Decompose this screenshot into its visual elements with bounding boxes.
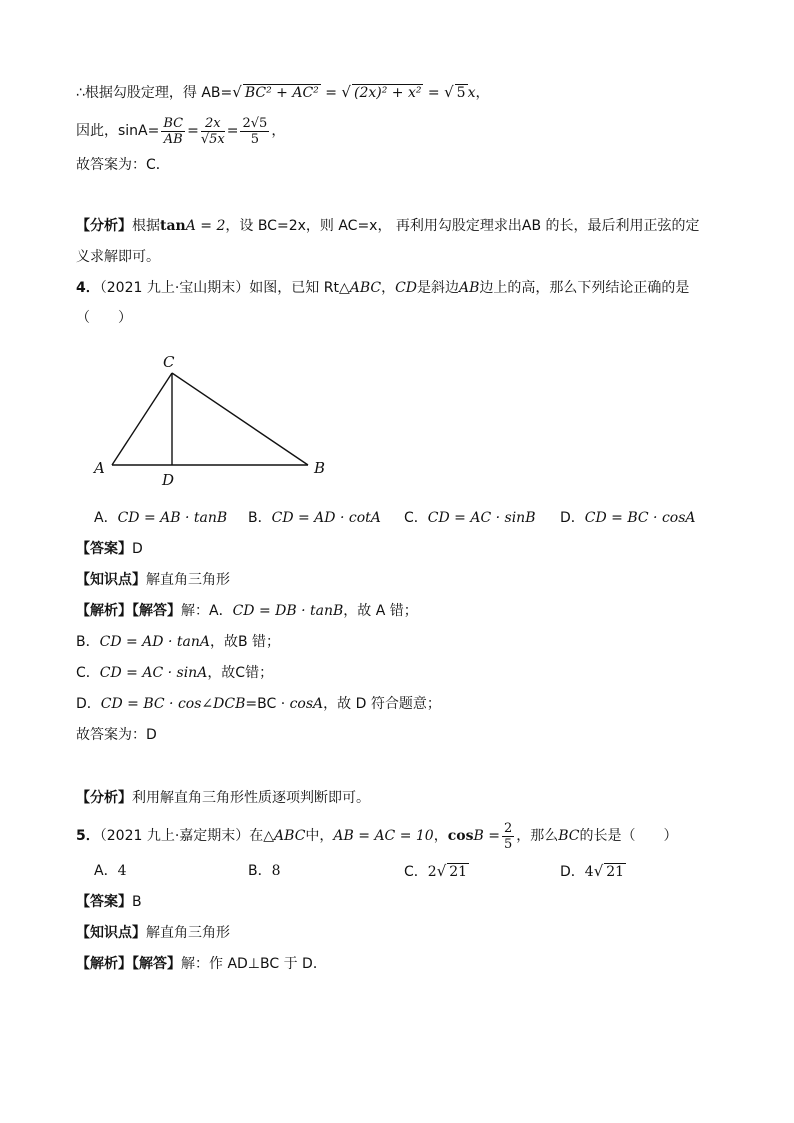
q4-answer: 【答案】D [76, 541, 143, 557]
q5-knowledge-point: 【知识点】解直角三角形 [76, 925, 230, 941]
vertex-label-b: B [314, 459, 326, 477]
q5-option-c: C．2√ 21 [404, 862, 468, 880]
q4-solution-line-2: B．CD = AD · tanA，故B 错； [76, 634, 281, 650]
vertex-label-c: C [163, 353, 175, 371]
foot-label-d: D [162, 471, 175, 489]
analysis-line-q3: 【分析】根据tanA = 2，设 BC=2x，则 AC=x， 再利用勾股定理求出AB 的长，最后利用正弦的定 [76, 218, 700, 234]
q5-solution: 【解析】【解答】解：作 AD⊥BC 于 D． [76, 956, 327, 972]
q5-option-d: D．4√ 21 [560, 862, 625, 880]
question-4-stem: 4．（2021 九上·宝山期末）如图，已知 Rt△ABC，CD是斜边AB边上的高，那么下列结论正确的是 [76, 280, 690, 296]
q4-final-answer: 故答案为：D [76, 727, 157, 743]
q4-option-a: A．CD = AB · tanB [94, 510, 228, 526]
q4-option-c: C．CD = AC · sinB [404, 510, 536, 526]
q4-solution-line-3: C．CD = AC · sinA，故C错； [76, 665, 274, 681]
q4-option-b: B．CD = AD · cotA [248, 510, 381, 526]
triangle-figure [88, 348, 348, 493]
side-cb [172, 373, 308, 465]
fraction-bc-ab: $\frac{BC}{AB}$ [163, 115, 184, 147]
analysis-line-q3-cont: 义求解即可。 [76, 249, 160, 265]
q4-analysis: 【分析】利用解直角三角形性质逐项判断即可。 [76, 790, 370, 806]
question-4-paren: （ ） [76, 310, 132, 326]
q5-option-a: A．4 [94, 863, 127, 879]
q4-solution-line-1: 【解析】【解答】解：A．CD = DB · tanB，故 A 错； [76, 603, 418, 619]
fraction-2x-root5x: $\frac{2x}{√5x}$ [200, 115, 225, 147]
side-ac [112, 373, 172, 465]
q4-solution-line-4: D．CD = BC · cos∠DCB=BC · cosA，故 D 符合题意； [76, 696, 441, 712]
solution-line-sine: 因此，sinA= $\frac{BC}{AB}$ = $\frac{2x}{√5x}$ = $\frac{2√5}{5}$ ， [76, 115, 286, 147]
q5-option-b: B．8 [248, 863, 281, 879]
q4-option-d: D．CD = BC · cosA [560, 510, 696, 526]
fraction-2root5-5: $\frac{2√5}{5}$ [242, 115, 268, 147]
answer-line-q3: 故答案为：C． [76, 157, 170, 173]
question-5-stem: 5．（2021 九上·嘉定期末）在△ABC中，AB = AC = 10，cosB = $\frac{2}{5}$ ，那么BC的长是（ ） [76, 820, 678, 852]
fraction-2-5: $\frac{2}{5}$ [503, 820, 513, 852]
q5-answer: 【答案】B [76, 894, 142, 910]
q4-knowledge-point: 【知识点】解直角三角形 [76, 572, 230, 588]
solution-line-pythagorean: ∴根据勾股定理，得 AB=√ BC² + AC² = √ (2x)² + x² = √ 5 x， [76, 83, 490, 101]
vertex-label-a: A [94, 459, 105, 477]
